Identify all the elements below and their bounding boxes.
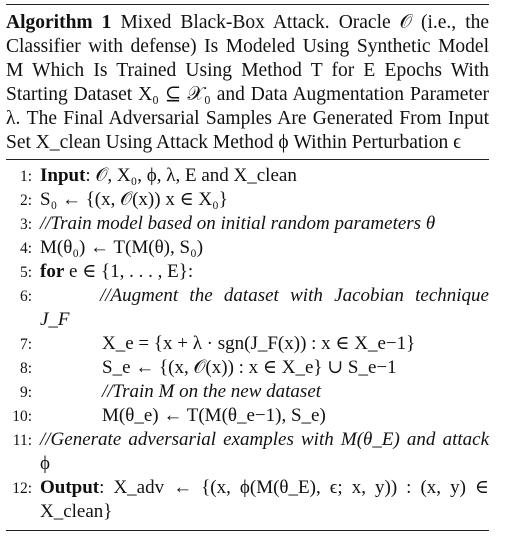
algorithm-line: 9: //Train M on the new dataset xyxy=(6,380,489,404)
keyword: Input xyxy=(40,165,86,186)
algorithm-line-continuation: X_clean} xyxy=(40,501,113,522)
caption-line: Set X_clean Using Attack Method ϕ Within Perturbation ϵ xyxy=(6,132,461,153)
algorithm-line: 7: X_e = {x + λ · sgn(J_F(x)) : x ∈ X_e−1} xyxy=(6,332,489,356)
algorithm-line: 4: M(θ₀) ← T(M(θ), S₀) xyxy=(6,236,489,260)
algorithm-line: 2: S₀ ← {(x, 𝒪(x)) x ∈ X₀} xyxy=(6,188,489,212)
algorithm-label: Algorithm 1 xyxy=(6,12,112,33)
algorithm-line-continuation: ϕ xyxy=(40,453,51,474)
algorithm-line-continuation: J_F xyxy=(40,309,70,330)
algorithm-line: 12: Output: X_adv ← {(x, ϕ(M(θ_E), ϵ; x, y)) : (x, y) ∈ xyxy=(6,476,489,500)
keyword: Output xyxy=(40,477,100,498)
caption-line: M Which Is Trained Using Method T for E Epochs With xyxy=(6,60,489,81)
caption-line: Classifier with defense) Is Modeled Using Synthetic Model xyxy=(6,36,489,57)
line-number: 5: xyxy=(19,264,32,281)
line-number: 12: xyxy=(12,480,32,497)
algorithm-line: 11: //Generate adversarial examples with M(θ_E) and attack xyxy=(6,428,489,452)
algorithm-line: 1: Input: 𝒪, X₀, ϕ, λ, E and X_clean xyxy=(6,164,489,188)
line-number: 3: xyxy=(19,216,32,233)
caption-line: Algorithm 1 Mixed Black-Box Attack. Oracle 𝒪 (i.e., the xyxy=(6,12,490,33)
algorithm-line: 10: M(θ_e) ← T(M(θ_e−1), S_e) xyxy=(6,404,489,428)
algorithm-caption xyxy=(6,5,489,159)
algorithm-lines xyxy=(6,160,489,530)
line-number: 1: xyxy=(19,168,32,185)
algorithm-block xyxy=(6,4,489,531)
line-number: 6: xyxy=(19,288,32,305)
algorithm-line: 5: for e ∈ {1, . . . , E}: xyxy=(6,260,489,284)
algorithm-line: 8: S_e ← {(x, 𝒪(x)) : x ∈ X_e} ∪ S_e−1 xyxy=(6,356,489,380)
line-number: 8: xyxy=(19,360,32,377)
bottom-rule xyxy=(6,530,489,531)
keyword: for xyxy=(40,261,65,282)
line-number: 4: xyxy=(19,240,32,257)
caption-line: Starting Dataset X₀ ⊆ 𝒳₀ and Data Augmentation Parameter xyxy=(6,84,489,105)
line-number: 2: xyxy=(19,192,32,209)
line-number: 7: xyxy=(19,336,32,353)
line-number: 10: xyxy=(12,408,32,425)
algorithm-line: 6: //Augment the dataset with Jacobian technique xyxy=(6,284,489,308)
line-number: 9: xyxy=(19,384,32,401)
algorithm-line: 3: //Train model based on initial random parameters θ xyxy=(6,212,489,236)
line-number: 11: xyxy=(12,432,32,449)
caption-line: λ. The Final Adversarial Samples Are Generated From Input xyxy=(6,108,489,129)
